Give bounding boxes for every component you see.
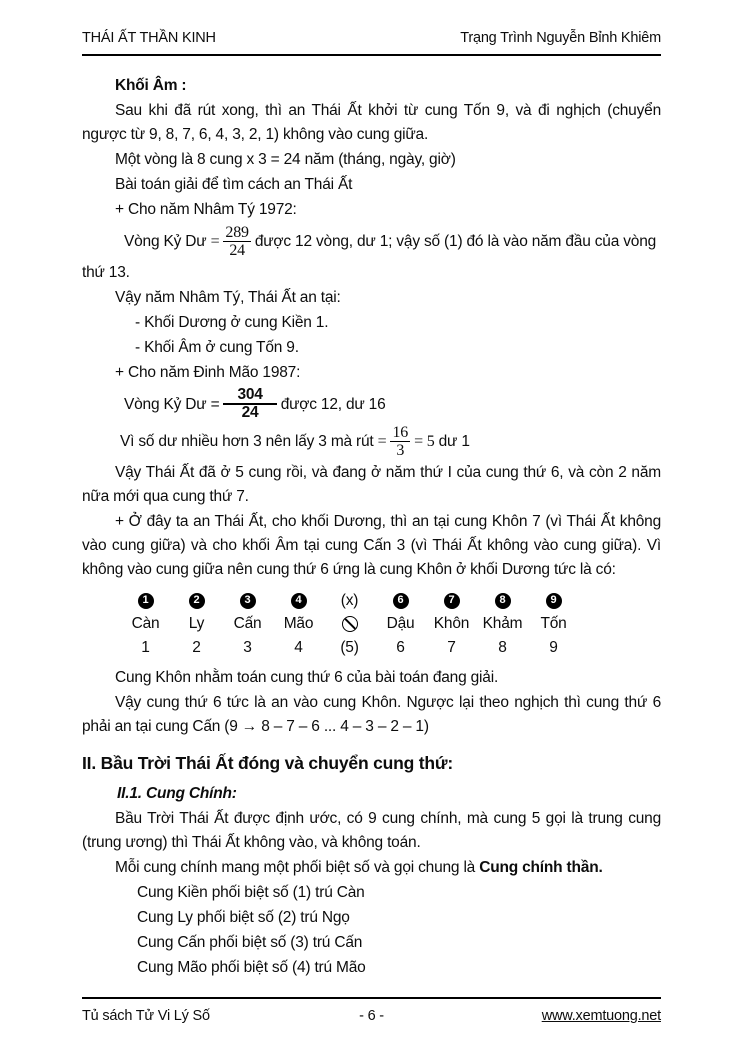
cung-column-7	[426, 590, 477, 660]
formula-prefix: Vì số dư nhiều hơn 3 nên lấy 3 mà rút	[120, 432, 374, 450]
cung-name: Mão	[283, 614, 314, 632]
paragraph-o-day: + Ở đây ta an Thái Ất, cho khối Dương, thì an tại cung Khôn 7 (vì Thái Ất không vào cung giữa) và cho khối Âm tại cung Cấn 3 (vì Thái Ất không vào cung giữa). Vì không vào cung giữa nên cung thứ 6 ứng là cung Khôn ở khối Dương tức là có:	[82, 512, 661, 578]
formula-vong-ky-du-1987	[124, 387, 661, 422]
list-item-khoi-am: - Khối Âm ở cung Tốn 9.	[135, 338, 299, 356]
cung-number: 3	[243, 638, 252, 656]
cung-name: Khảm	[482, 614, 523, 632]
circled-digit-4: 4	[291, 593, 307, 609]
cung-list-item-4: Cung Mão phối biệt số (4) trú Mão	[137, 958, 366, 976]
section-heading-bau-troi: II. Bầu Trời Thái Ất đóng và chuyển cung thứ:	[82, 752, 453, 773]
paragraph-thu-13: thứ 13.	[82, 263, 130, 281]
cung-number: 4	[294, 638, 303, 656]
fraction-304-24	[223, 387, 276, 422]
cung-column-6	[375, 590, 426, 660]
cung-table	[120, 590, 661, 660]
subsection-heading-cung-chinh: II.1. Cung Chính:	[117, 784, 237, 802]
formula-prefix: Vòng Kỷ Dư	[124, 232, 207, 250]
paragraph-mot-vong: Một vòng là 8 cung x 3 = 24 năm (tháng, ngày, giờ)	[115, 151, 456, 168]
cung-number: 7	[447, 638, 456, 656]
paragraph-vay-thai-at: Vậy Thái Ất đã ở 5 cung rồi, và đang ở năm thứ I của cung thứ 6, và còn 2 năm nữa mới qua cung thứ 7.	[82, 463, 661, 505]
paragraph-cung-khon: Cung Khôn nhằm toán cung thứ 6 của bài toán đang giải.	[115, 668, 499, 686]
cung-list-item-1: Cung Kiền phối biệt số (1) trú Càn	[137, 883, 365, 901]
paragraph-bai-toan: Bài toán giải để tìm cách an Thái Ất	[115, 176, 353, 193]
page-header	[82, 26, 661, 56]
crossed-circle-icon	[342, 616, 358, 632]
cung-number: 6	[396, 638, 405, 656]
cung-column-4	[273, 590, 324, 660]
circled-digit-8: 8	[495, 593, 511, 609]
cung-name: Ly	[188, 614, 205, 632]
cung-name: Tốn	[540, 614, 567, 632]
cung-column-1	[120, 590, 171, 660]
paragraph-sau-khi: Sau khi đã rút xong, thì an Thái Ất khởi từ cung Tốn 9, và đi nghịch (chuyển ngược từ 9, 8, 7, 6, 4, 3, 2, 1) không vào cung giữa.	[82, 102, 661, 143]
cung-column-2	[171, 590, 222, 660]
fraction-16-3	[390, 424, 410, 460]
equals-sign: =	[377, 432, 387, 450]
cung-name: Khôn	[433, 614, 470, 632]
equals-sign: =	[210, 232, 220, 250]
fraction-numerator: 304	[223, 387, 276, 406]
cung-column-9	[528, 590, 579, 660]
cung-column-8	[477, 590, 528, 660]
fraction-denominator: 24	[229, 242, 245, 260]
list-item-khoi-duong: - Khối Dương ở cung Kiền 1.	[135, 313, 329, 331]
cung-list-item-3: Cung Cấn phối biệt số (3) trú Cấn	[137, 933, 363, 951]
header-author: Trạng Trình Nguyễn Bỉnh Khiêm	[460, 30, 661, 46]
page-footer	[82, 997, 661, 1028]
paragraph-text: Mỗi cung chính mang một phối biệt số và gọi chung là	[115, 858, 480, 876]
formula-result: = 5	[414, 432, 435, 450]
paragraph-bau-troi: Bầu Trời Thái Ất được định ước, có 9 cung chính, mà cung 5 gọi là trung cung (trung ương) thì Thái Ất không vào, và không toán.	[82, 809, 661, 851]
fraction-numerator: 16	[392, 424, 409, 441]
paragraph-moi-cung	[82, 856, 661, 880]
footer-website-link[interactable]: www.xemtuong.net	[541, 1008, 661, 1024]
footer-series-title: Tủ sách Tử Vi Lý Số	[82, 1008, 210, 1024]
fraction-289-24	[223, 224, 250, 260]
formula-so-du	[120, 424, 661, 460]
cung-number: 1	[141, 638, 150, 656]
circled-digit-2: 2	[189, 593, 205, 609]
circled-digit-3: 3	[240, 593, 256, 609]
cung-list-item-2: Cung Ly phối biệt số (2) trú Ngọ	[137, 908, 350, 926]
circled-digit-1: 1	[138, 593, 154, 609]
formula-suffix: được 12, dư 16	[280, 395, 386, 413]
bold-phrase: Cung chính thần.	[479, 858, 603, 876]
page-number: - 6 -	[359, 1008, 384, 1024]
cung-name: Càn	[131, 614, 160, 632]
cung-name: Dậu	[386, 614, 415, 632]
fraction-denominator: 3	[396, 442, 405, 460]
cung-number: 2	[192, 638, 201, 656]
circled-digit-6: 6	[393, 593, 409, 609]
paragraph-cho-nam-1987: + Cho năm Đinh Mão 1987:	[115, 363, 301, 381]
fraction-numerator: 289	[225, 224, 249, 241]
excluded-marker: (x)	[340, 591, 359, 609]
paragraph-vay-cung: Vậy cung thứ 6 tức là an vào cung Khôn. Ngược lại theo nghịch thì cung thứ 6 phải an tại cung Cấn (9 → 8 – 7 – 6 ... 4 – 3 – 2 – 1)	[82, 693, 661, 735]
cung-column-3	[222, 590, 273, 660]
formula-vong-ky-du-1972	[124, 224, 661, 260]
header-title: THÁI ẤT THẦN KINH	[82, 30, 216, 46]
cung-number: (5)	[340, 638, 359, 656]
fraction-denominator: 24	[241, 404, 259, 422]
formula-suffix: được 12 vòng, dư 1; vậy số (1) đó là vào năm đầu của vòng	[254, 232, 657, 250]
circled-digit-9: 9	[546, 593, 562, 609]
khoi-am-heading: Khối Âm :	[115, 77, 187, 94]
paragraph-vay-nam: Vậy năm Nhâm Tý, Thái Ất an tại:	[115, 288, 341, 306]
paragraph-cho-nam-1972: + Cho năm Nhâm Tý 1972:	[115, 201, 297, 218]
cung-number: 9	[549, 638, 558, 656]
cung-number: 8	[498, 638, 507, 656]
circled-digit-7: 7	[444, 593, 460, 609]
formula-prefix: Vòng Kỷ Dư =	[124, 395, 220, 413]
cung-column-5	[324, 590, 375, 660]
cung-name: Cấn	[233, 614, 262, 632]
formula-suffix: dư 1	[438, 432, 470, 450]
